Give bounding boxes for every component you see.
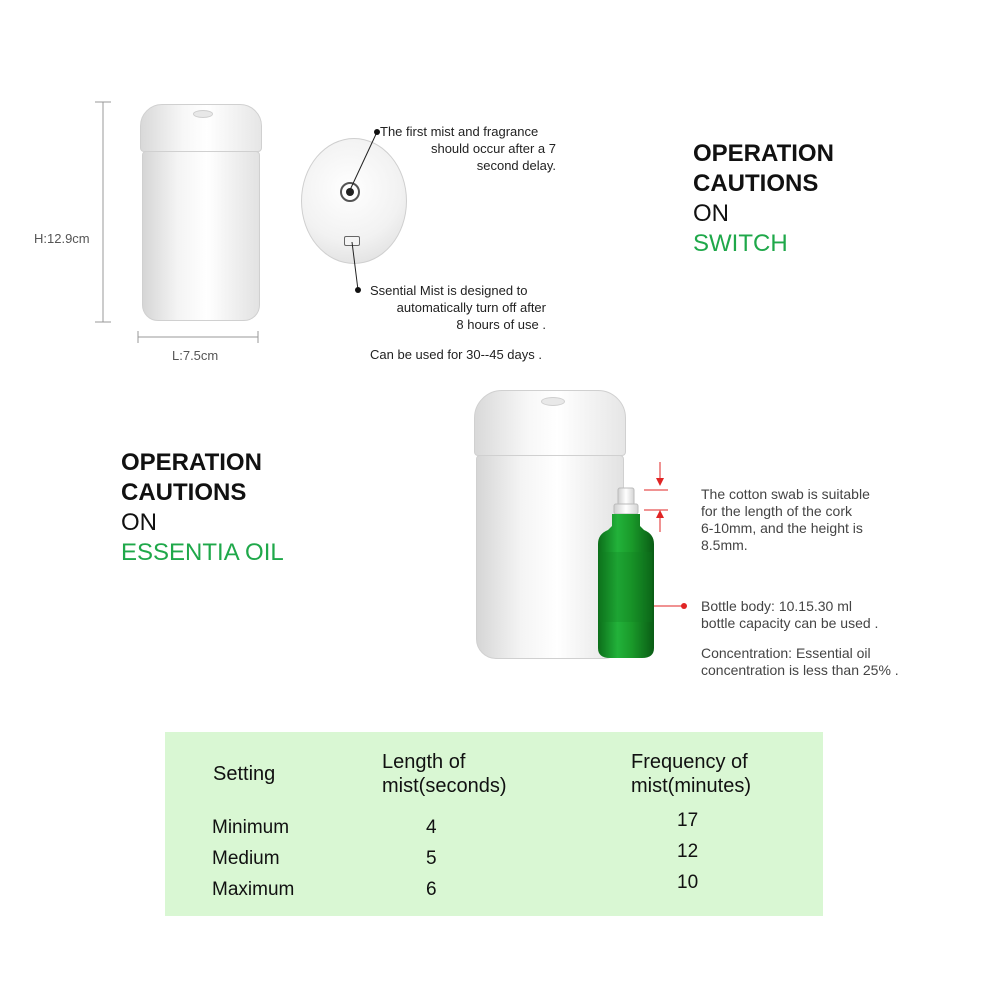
row-maximum-length: 6 xyxy=(426,879,437,900)
swab-line4: 8.5mm. xyxy=(701,537,748,553)
first-mist-line2: should occur after a 7 xyxy=(430,141,556,156)
header-frequency-line1: Frequency of xyxy=(631,751,748,773)
header-length xyxy=(382,750,506,798)
oil-cautions-heading xyxy=(121,448,284,568)
row-medium-frequency: 12 xyxy=(677,841,699,862)
diffuser-cap xyxy=(140,104,262,152)
swab-line3: 6-10mm, and the height is xyxy=(701,520,863,536)
row-minimum-setting: Minimum xyxy=(212,817,290,838)
cotton-swab-note xyxy=(701,486,870,554)
heading-operation: OPERATION xyxy=(693,140,834,167)
diffuser-cap xyxy=(474,390,626,456)
auto-off-line3: 8 hours of use . xyxy=(456,317,546,332)
row-minimum-frequency: 17 xyxy=(677,810,699,831)
mist-outlet xyxy=(193,110,213,118)
height-label: H:12.9cm xyxy=(34,231,90,246)
settings-table xyxy=(165,732,823,916)
diffuser-body xyxy=(142,151,260,321)
first-mist-note-cont xyxy=(380,140,556,174)
bottle-capacity-note xyxy=(701,598,878,632)
auto-off-line1: Ssential Mist is designed to xyxy=(370,283,528,298)
heading-operation: OPERATION xyxy=(121,449,262,476)
heading-on: ON xyxy=(693,200,729,227)
row-maximum-setting: Maximum xyxy=(212,879,295,900)
header-length-line1: Length of xyxy=(382,751,466,773)
first-mist-note xyxy=(380,123,538,140)
header-length-line2: mist(seconds) xyxy=(382,775,507,797)
swab-line1: The cotton swab is suitable xyxy=(701,486,870,502)
bottle-line2: bottle capacity can be used . xyxy=(701,615,879,631)
height-dimension-line xyxy=(92,100,114,325)
header-frequency-line2: mist(minutes) xyxy=(631,775,752,797)
auto-off-line2: automatically turn off after xyxy=(396,300,546,315)
row-medium-setting: Medium xyxy=(212,848,280,869)
auto-off-note xyxy=(370,282,528,299)
length-dimension-line xyxy=(136,330,260,344)
heading-topic-oil: ESSENTIA OIL xyxy=(121,539,284,566)
heading-cautions: CAUTIONS xyxy=(121,479,247,506)
header-setting: Setting xyxy=(213,763,276,785)
row-medium-length: 5 xyxy=(426,848,437,869)
length-label: L:7.5cm xyxy=(172,348,219,363)
row-maximum-frequency: 10 xyxy=(677,872,699,893)
cork-height-markers xyxy=(630,460,710,620)
conc-line2: concentration is less than 25% . xyxy=(701,662,899,678)
conc-line1: Concentration: Essential oil xyxy=(701,645,871,661)
first-mist-line1: The first mist and fragrance xyxy=(380,124,539,139)
bottle-line1: Bottle body: 10.15.30 ml xyxy=(701,598,852,614)
heading-on: ON xyxy=(121,509,157,536)
usage-days-note: Can be used for 30--45 days . xyxy=(370,347,542,362)
concentration-note xyxy=(701,645,899,679)
row-minimum-length: 4 xyxy=(426,817,437,838)
first-mist-line3: second delay. xyxy=(476,158,556,173)
swab-line2: for the length of the cork xyxy=(701,503,852,519)
heading-cautions: CAUTIONS xyxy=(693,170,819,197)
auto-off-note-cont xyxy=(370,299,546,333)
mist-outlet xyxy=(541,397,565,406)
header-frequency xyxy=(631,750,751,798)
switch-cautions-heading xyxy=(693,139,834,259)
heading-topic-switch: SWITCH xyxy=(693,230,788,257)
